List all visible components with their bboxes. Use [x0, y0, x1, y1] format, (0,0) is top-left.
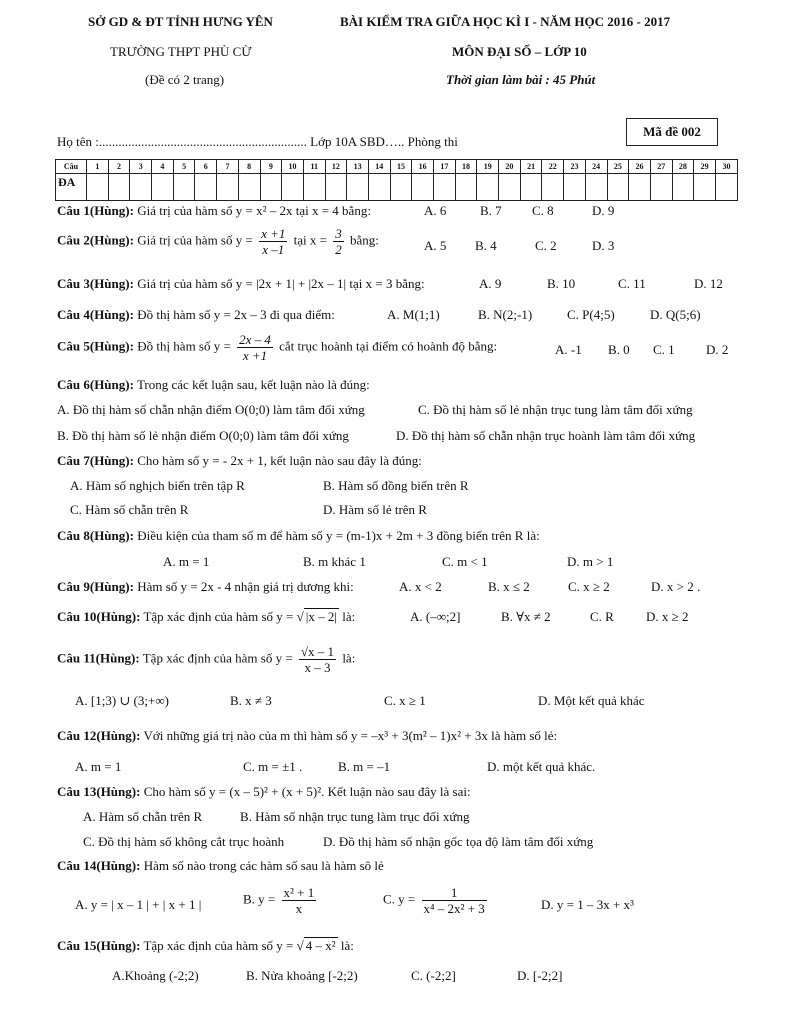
answer-cell[interactable] — [238, 174, 260, 201]
answer-cell[interactable] — [87, 174, 109, 201]
answer-num: 30 — [715, 160, 737, 174]
question-3 — [57, 276, 425, 292]
answer-cell[interactable] — [108, 174, 130, 201]
fraction — [333, 226, 344, 257]
option-c[interactable]: C. Hàm số chẵn trên R — [70, 502, 189, 517]
answer-cell[interactable] — [282, 174, 304, 201]
question-14 — [57, 858, 384, 874]
question-number: Câu 13(Hùng): — [57, 784, 141, 799]
question-text: bằng: — [346, 232, 379, 248]
question-text: Cho hàm số y = (x – 5)² + (x + 5)². Kết luận nào sau đây là sai: — [140, 784, 471, 799]
option-a[interactable]: A. [1;3) ∪ (3;+∞) — [75, 693, 169, 708]
answer-num: 11 — [303, 160, 325, 174]
option-a[interactable]: A. Đồ thị hàm số chẵn nhận điểm O(0;0) làm tâm đối xứng — [57, 402, 365, 417]
option-c-label: C. y = — [383, 891, 416, 907]
answer-cell[interactable] — [152, 174, 174, 201]
school-name: TRƯỜNG THPT PHÙ CỪ — [110, 44, 252, 59]
answer-num: 20 — [499, 160, 521, 174]
fraction — [259, 226, 287, 257]
option-b[interactable]: B. ∀x ≠ 2 — [501, 609, 551, 624]
answer-cell[interactable] — [325, 174, 347, 201]
subject-title: MÔN ĐẠI SỐ – LỚP 10 — [452, 44, 587, 59]
option-b[interactable]: B. Nửa khoảng [-2;2) — [246, 968, 358, 983]
answer-cell[interactable] — [477, 174, 499, 201]
option-d[interactable]: D. y = 1 – 3x + x³ — [541, 897, 634, 912]
answer-num: 15 — [390, 160, 412, 174]
answer-cell[interactable] — [694, 174, 716, 201]
question-11 — [57, 644, 355, 675]
answer-cell[interactable] — [173, 174, 195, 201]
answer-cell[interactable] — [368, 174, 390, 201]
answer-number-row — [56, 160, 738, 174]
question-text: là: — [337, 938, 354, 953]
question-text: Tập xác định của hàm số y = — [139, 650, 293, 666]
answer-num: 25 — [607, 160, 629, 174]
numerator: 3 — [335, 226, 342, 241]
answer-num: 24 — [585, 160, 607, 174]
option-a[interactable]: A. m = 1 — [163, 554, 210, 569]
option-a[interactable]: A. m = 1 — [75, 759, 122, 774]
answer-num: 28 — [672, 160, 694, 174]
question-text: Trong các kết luận sau, kết luận nào là đúng: — [133, 377, 370, 392]
question-text: là: — [338, 609, 356, 624]
question-15 — [57, 938, 354, 954]
question-text: tại x = — [290, 232, 327, 248]
option-b[interactable]: B. Đồ thị hàm số lẻ nhận điểm O(0;0) làm tâm đối xứng — [57, 428, 349, 443]
fraction — [237, 332, 273, 363]
answer-num: 3 — [130, 160, 152, 174]
denominator: x +1 — [242, 348, 268, 363]
option-b[interactable]: B. m khác 1 — [303, 554, 366, 569]
question-text: Cho hàm số y = - 2x + 1, kết luận nào sau đây là đúng: — [133, 453, 422, 468]
question-4 — [57, 307, 335, 323]
question-text: cắt trục hoành tại điểm có hoành độ bằng: — [275, 338, 498, 354]
answer-cell[interactable] — [542, 174, 564, 201]
answer-num: 23 — [564, 160, 586, 174]
exam-code-box — [626, 118, 718, 146]
option-d[interactable]: D. Hàm số lẻ trên R — [323, 502, 427, 517]
question-text: Điều kiện của tham số m để hàm số y = (m-1)x + 2m + 3 đồng biến trên R là: — [133, 528, 540, 543]
option-a[interactable]: A. Hàm số chẵn trên R — [83, 809, 203, 824]
question-text: Đồ thị hàm số y = 2x – 3 đi qua điểm: — [133, 307, 335, 322]
question-text: Giá trị của hàm số y = x² – 2x tại x = 4 bằng: — [133, 203, 371, 218]
option-c[interactable]: C. m < 1 — [442, 554, 488, 569]
option-a[interactable]: A. 6 — [424, 203, 447, 218]
question-8 — [57, 528, 540, 544]
question-7 — [57, 453, 422, 469]
question-number: Câu 11(Hùng): — [57, 650, 140, 666]
question-number: Câu 6(Hùng): — [57, 377, 134, 392]
answer-num: 29 — [694, 160, 716, 174]
denominator: x — [295, 901, 303, 916]
page-count-note: (Đề có 2 trang) — [145, 72, 225, 87]
question-number: Câu 15(Hùng): — [57, 938, 141, 953]
answer-num: 18 — [455, 160, 477, 174]
option-b[interactable]: B. 0 — [608, 342, 630, 357]
option-d[interactable]: D. x > 2 . — [651, 579, 701, 594]
answer-num: 26 — [629, 160, 651, 174]
fraction — [299, 644, 336, 675]
option-d[interactable]: D. x ≥ 2 — [646, 609, 689, 624]
fraction — [282, 885, 317, 916]
exam-title: BÀI KIỂM TRA GIỮA HỌC KÌ I - NĂM HỌC 2016 - 2017 — [340, 14, 671, 29]
option-b[interactable]: B. Hàm số đồng biến trên R — [323, 478, 469, 493]
question-number: Câu 12(Hùng): — [57, 728, 141, 743]
answer-num: 8 — [238, 160, 260, 174]
question-text: Tập xác định của hàm số y = √ — [140, 938, 304, 953]
question-5 — [57, 332, 497, 363]
answer-num: 22 — [542, 160, 564, 174]
option-d[interactable]: D. [-2;2] — [517, 968, 563, 983]
option-d[interactable]: D. Đồ thị hàm số nhận gốc tọa độ làm tâm đối xứng — [323, 834, 594, 849]
answer-cell[interactable] — [195, 174, 217, 201]
denominator: x – 3 — [304, 660, 331, 675]
option-b[interactable]: B. 10 — [547, 276, 576, 291]
answer-cell[interactable] — [607, 174, 629, 201]
option-c[interactable]: C. 8 — [532, 203, 554, 218]
answer-cell[interactable] — [412, 174, 434, 201]
option-a[interactable]: A. x < 2 — [399, 579, 442, 594]
option-c[interactable]: C. x ≥ 2 — [568, 579, 610, 594]
option-b[interactable] — [243, 885, 319, 916]
option-c[interactable]: C. P(4;5) — [567, 307, 615, 322]
answer-cell[interactable] — [260, 174, 282, 201]
option-a[interactable]: A.Khoảng (-2;2) — [112, 968, 199, 983]
option-c[interactable]: C. m = ±1 . — [243, 759, 303, 774]
question-number: Câu 14(Hùng): — [57, 858, 141, 873]
option-d[interactable]: D. 3 — [592, 238, 615, 253]
answer-num: 27 — [650, 160, 672, 174]
question-number: Câu 2(Hùng): — [57, 232, 134, 248]
answer-num: 10 — [282, 160, 304, 174]
answer-cell[interactable] — [585, 174, 607, 201]
answer-num: 5 — [173, 160, 195, 174]
radicand: |x – 2| — [305, 609, 337, 624]
answer-cell[interactable] — [347, 174, 369, 201]
answer-table — [55, 159, 738, 201]
question-text: là: — [339, 650, 356, 666]
denominator: x⁴ – 2x² + 3 — [423, 901, 485, 916]
answer-label-cau: Câu — [56, 160, 87, 174]
question-text: Đồ thị hàm số y = — [133, 338, 231, 354]
option-c[interactable]: C. R — [590, 609, 614, 624]
question-9 — [57, 579, 354, 595]
question-number: Câu 5(Hùng): — [57, 338, 134, 354]
question-13 — [57, 784, 471, 800]
option-d[interactable]: D. m > 1 — [567, 554, 614, 569]
option-b[interactable]: B. 7 — [480, 203, 502, 218]
option-d[interactable]: D. Một kết quả khác — [538, 693, 645, 708]
answer-cell[interactable] — [217, 174, 239, 201]
option-b[interactable]: B. N(2;-1) — [478, 307, 533, 322]
option-b[interactable]: B. 4 — [475, 238, 497, 253]
answer-cell[interactable] — [715, 174, 737, 201]
answer-num: 12 — [325, 160, 347, 174]
question-10 — [57, 609, 355, 625]
answer-num: 21 — [520, 160, 542, 174]
option-c[interactable]: C. Đồ thị hàm số không cắt trục hoành — [83, 834, 285, 849]
answer-cell[interactable] — [629, 174, 651, 201]
answer-cell[interactable] — [564, 174, 586, 201]
option-c[interactable]: C. Đồ thị hàm số lẻ nhận trục tung làm tâm đối xứng — [418, 402, 693, 417]
question-number: Câu 10(Hùng): — [57, 609, 141, 624]
numerator: 1 — [422, 885, 487, 901]
answer-cell[interactable] — [390, 174, 412, 201]
question-1 — [57, 203, 371, 219]
option-a[interactable]: A. M(1;1) — [387, 307, 440, 322]
school-department: SỞ GD & ĐT TỈNH HƯNG YÊN — [88, 14, 273, 29]
answer-num: 7 — [217, 160, 239, 174]
answer-cell[interactable] — [672, 174, 694, 201]
option-a[interactable]: A. y = | x – 1 | + | x + 1 | — [75, 897, 202, 912]
answer-num: 9 — [260, 160, 282, 174]
option-c[interactable]: C. (-2;2] — [411, 968, 456, 983]
denominator: 2 — [335, 242, 342, 257]
option-a[interactable]: A. (–∞;2] — [410, 609, 461, 624]
question-text: Hàm số y = 2x - 4 nhận giá trị dương khi: — [133, 579, 354, 594]
option-a[interactable]: A. 9 — [479, 276, 502, 291]
radicand: 4 – x² — [305, 938, 336, 953]
fraction — [422, 885, 487, 916]
numerator: x² + 1 — [283, 885, 315, 900]
answer-cell[interactable] — [499, 174, 521, 201]
option-b[interactable]: B. m = –1 — [338, 759, 391, 774]
question-text: Giá trị của hàm số y = |2x + 1| + |2x – 1| tại x = 3 bằng: — [133, 276, 425, 291]
option-a[interactable]: A. 5 — [424, 238, 447, 253]
answer-cell[interactable] — [434, 174, 456, 201]
option-d[interactable]: D. 9 — [592, 203, 615, 218]
option-d[interactable]: D. Đồ thị hàm số chẵn nhận trục hoành làm tâm đối xứng — [396, 428, 696, 443]
numerator: x +1 — [261, 226, 286, 241]
student-info-line: Họ tên :................................................................ Lớp 10A SBD….. Phòng thi — [57, 134, 458, 149]
answer-cell[interactable] — [455, 174, 477, 201]
answer-cell[interactable] — [130, 174, 152, 201]
answer-cell[interactable] — [303, 174, 325, 201]
numerator: √x – 1 — [300, 644, 335, 659]
option-c[interactable]: C. 1 — [653, 342, 675, 357]
time-limit: Thời gian làm bài : 45 Phút — [446, 72, 596, 87]
answer-num: 1 — [87, 160, 109, 174]
question-text: Tập xác định của hàm số y = √ — [140, 609, 304, 624]
question-text: Hàm số nào trong các hàm số sau là hàm sô lẻ — [140, 858, 384, 873]
answer-num: 13 — [347, 160, 369, 174]
question-number: Câu 8(Hùng): — [57, 528, 134, 543]
question-2 — [57, 226, 379, 257]
question-number: Câu 9(Hùng): — [57, 579, 134, 594]
answer-num: 6 — [195, 160, 217, 174]
answer-cell[interactable] — [650, 174, 672, 201]
exam-code: Mã đề 002 — [643, 124, 701, 139]
answer-fill-row — [56, 174, 738, 201]
option-d[interactable]: D. một kết quả khác. — [487, 759, 596, 774]
option-a[interactable]: A. Hàm số nghịch biến trên tập R — [70, 478, 245, 493]
answer-num: 16 — [412, 160, 434, 174]
question-text: Giá trị của hàm số y = — [133, 232, 253, 248]
answer-num: 17 — [434, 160, 456, 174]
answer-num: 14 — [368, 160, 390, 174]
option-b[interactable]: B. Hàm số nhận trục tung làm trục đối xứng — [240, 809, 470, 824]
option-c[interactable]: C. 2 — [535, 238, 557, 253]
option-c[interactable] — [383, 885, 490, 916]
option-c[interactable]: C. 11 — [618, 276, 646, 291]
question-number: Câu 4(Hùng): — [57, 307, 134, 322]
denominator: x –1 — [262, 242, 285, 257]
option-a[interactable]: A. -1 — [555, 342, 582, 357]
option-d[interactable]: D. 12 — [694, 276, 723, 291]
answer-label-da: ĐA — [56, 174, 87, 201]
question-12 — [57, 728, 557, 744]
question-text: Với những giá trị nào của m thì hàm số y = –x³ + 3(m² – 1)x² + 3x là hàm số lẻ: — [140, 728, 558, 743]
answer-num: 2 — [108, 160, 130, 174]
answer-num: 4 — [152, 160, 174, 174]
option-c[interactable]: C. x ≥ 1 — [384, 693, 426, 708]
option-b-label: B. y = — [243, 891, 276, 907]
option-d[interactable]: D. 2 — [706, 342, 729, 357]
answer-num: 19 — [477, 160, 499, 174]
answer-cell[interactable] — [520, 174, 542, 201]
question-number: Câu 3(Hùng): — [57, 276, 134, 291]
option-b[interactable]: B. x ≠ 3 — [230, 693, 272, 708]
option-b[interactable]: B. x ≤ 2 — [488, 579, 530, 594]
numerator: 2x – 4 — [239, 332, 271, 347]
question-number: Câu 1(Hùng): — [57, 203, 134, 218]
question-number: Câu 7(Hùng): — [57, 453, 134, 468]
question-6 — [57, 377, 370, 393]
option-d[interactable]: D. Q(5;6) — [650, 307, 701, 322]
